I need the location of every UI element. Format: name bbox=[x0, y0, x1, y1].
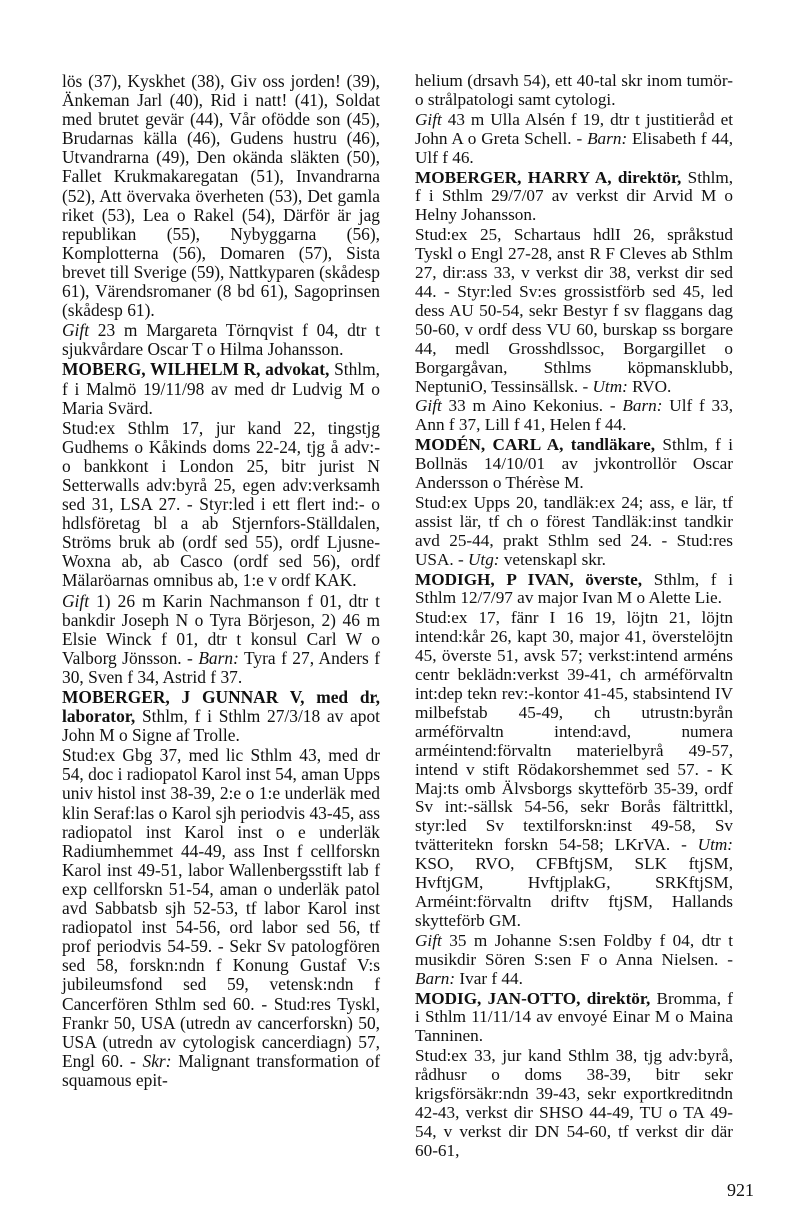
left-column bbox=[62, 72, 380, 1090]
entry-family bbox=[415, 932, 733, 989]
skr-label: Skr: bbox=[142, 1050, 172, 1071]
utm-label: Utm: bbox=[697, 835, 733, 855]
entry-heading: MOBERGER, J GUNNAR V, med dr, laborator, bbox=[62, 687, 380, 727]
barn-label: Barn: bbox=[622, 396, 663, 416]
entry-moden-carl bbox=[415, 436, 733, 493]
gift-text: 1) 26 m Karin Nachmanson f 01, dtr t bankdir Joseph N o Tyra Börjeson, 2) 46 m Elsie Winck f 01, dtr t konsul Carl W o Valborg Jönsson. - bbox=[62, 590, 380, 668]
entry-career bbox=[415, 494, 733, 570]
entry-moberger-gunnar bbox=[62, 688, 380, 745]
entry-moberger-harry bbox=[415, 169, 733, 226]
utm-text: RVO. bbox=[627, 376, 672, 396]
continued-entry bbox=[415, 72, 733, 110]
gift-text: 23 m Margareta Törnqvist f 04, dtr t sjukvårdare Oscar T o Hilma Johansson. bbox=[62, 320, 380, 360]
entry-info: Sthlm, f i Malmö 19/11/98 av med dr Ludvig M o Maria Svärd. bbox=[62, 359, 380, 418]
barn-text: Ulf f 33, Ann f 37, Lill f 41, Helen f 44. bbox=[415, 396, 733, 435]
entry-moberg-wilhelm bbox=[62, 360, 380, 417]
career-text: Stud:ex 17, fänr I 16 19, löjtn 21, löjtn intend:kår 26, kapt 30, major 41, överstelöjtn 45, överste 51, avsk 57; verkst:intend arméns centr beklädn:verkst 39-41, ch arméförvaltn int:dep tekn rev:-kontor 41-45, stabsintend IV milbefstab 45-49, ch utrustn:byrån arméförvaltn intend:avd, numera arméintend:förvaltn materielbyrå 49-57, intend v stift Rödakorshemmet sed 57. - K Maj:ts omb Älvsborgs skytteförb 35-39, ordf Sv int:-sällsk 54-56, sekr Borås fältrittkl, styr:led Sv textilforskn:inst 49-58, Sv tvätteritekn forskn 54-58; LKrVA. - bbox=[415, 608, 733, 855]
gift-label: Gift bbox=[62, 590, 90, 611]
career-text: Stud:ex 25, Schartaus hdlI 26, språkstud Tyskl o Engl 27-28, anst R F Cleves ab Sthlm 27, dir:ass 33, v verkst dir 38, verkst dir sed 44. - Styr:led Sv:es grossistförb sed 45, led dess AU 50-54, sekr Bestyr f sv flaggans dag 50-60, v ordf dess VU 60, burskap ss borgare 44, medl Grosshdlssoc, Borgargillet o Borgargåvan, Sthlms köpmansklubb, NeptuniO, Tessinsällsk. - bbox=[415, 225, 733, 396]
entry-career bbox=[62, 419, 380, 591]
barn-text: Elisabeth f 44, Ulf f 46. bbox=[415, 128, 733, 167]
entry-family bbox=[415, 397, 733, 435]
entry-career bbox=[415, 609, 733, 930]
career-text: Stud:ex Gbg 37, med lic Sthlm 43, med dr 54, doc i radiopatol Karol inst 54, aman Upps univ histol inst 38-39, 2:e o 1:e underläk med klin Seraf:las o Karol sjh periodvis 43-45, ass radiopatol inst Karol inst o e underläk Radiumhemmet 44-49, ass Inst f cellforskn Karol inst 49-51, labor Wallenbergsstift lab f exp cellforskn 51-54, aman o underläk patol avd Sabbatsb sjh 52-53, tf labor Karol inst radiopatol inst 54-56, ord labor sed 56, tf prof periodvis 54-59. - Sekr Sv patologfören sed 58, forskn:ndn f Konung Gustaf V:s jubileumsfond sed 59, vetensk:ndn f Cancerfören Sthlm sed 60. - Stud:res Tyskl, Frankr 50, USA (utredn av cancerforskn) 50, USA (utredn av cytologisk cancerdiagn) 57, Engl 60. - bbox=[62, 745, 380, 1071]
page-number: 921 bbox=[727, 1180, 754, 1200]
entry-info: Sthlm, f i Sthlm 12/7/97 av major Ivan M o Alette Lie. bbox=[415, 569, 733, 608]
entry-modig-jan-otto bbox=[415, 990, 733, 1047]
continued-entry bbox=[62, 72, 380, 320]
entry-career bbox=[62, 746, 380, 1090]
utm-text: KSO, RVO, CFBftjSM, SLK ftjSM, HvftjGM, HvftjplakG, SRKftjSM, Arméint:förvaltn driftv ftjSM, Hallands skytteförb GM. bbox=[415, 854, 733, 930]
barn-label: Barn: bbox=[198, 647, 239, 668]
barn-text: Ivar f 44. bbox=[455, 968, 523, 988]
entry-heading: MOBERG, WILHELM R, advokat, bbox=[62, 359, 330, 380]
career-text: Stud:ex 33, jur kand Sthlm 38, tjg adv:byrå, rådhusr o doms 38-39, bitr sekr krigsförsäkr:ndn 39-43, sekr exportkreditndn 42-43, verkst dir SHSO 44-49, TU o TA 49-54, v verkst dir DN 54-60, tf verkst dir där 60-61, bbox=[415, 1046, 733, 1160]
entry-info: Sthlm, f i Sthlm 27/3/18 av apot John M o Signe af Trolle. bbox=[62, 706, 380, 746]
entry-heading: MODIG, JAN-OTTO, direktör, bbox=[415, 988, 651, 1008]
entry-heading: MODÉN, CARL A, tandläkare, bbox=[415, 435, 656, 455]
gift-label: Gift bbox=[415, 396, 442, 416]
spouse-paragraph bbox=[62, 321, 380, 359]
entry-career bbox=[415, 226, 733, 396]
utg-label: Utg: bbox=[468, 549, 500, 569]
gift-text: 35 m Johanne S:sen Foldby f 04, dtr t musikdir Sören S:sen F o Anna Nielsen. - bbox=[415, 930, 733, 969]
entry-family bbox=[415, 111, 733, 168]
gift-label: Gift bbox=[62, 320, 90, 341]
career-text: Stud:ex Upps 20, tandläk:ex 24; ass, e lär, tf assist lär, tf ch o förest Tandläk:inst tandkir avd 25-44, prakt Sthlm sed 24. - Stud:res USA. - bbox=[415, 492, 733, 569]
utm-label: Utm: bbox=[592, 376, 628, 396]
continued-text: lös (37), Kyskhet (38), Giv oss jorden! (39), Änkeman Jarl (40), Rid i natt! (41), Soldat med brutet gevär (44), Vår ofödde son (45), Brudarnas källa (46), Gudens hustru (46), Utvandrarna (49), Den okända släkten (50), Fallet Krukmakaregatan (51), Invandrarna (52), Att övervaka överheten (53), Det gamla riket (53), Lea o Rakel (54), Därför är jag republikan (55), Nybyggarna (56), Komplotterna (56), Domaren (57), Sista brevet till Sverige (59), Nattkyparen (skådesp 61), Värendsromaner (8 bd 61), Sagoprinsen (skådesp 61). bbox=[62, 71, 380, 321]
entry-info: Sthlm, f i Bollnäs 14/10/01 av jvkontrollör Oscar Andersson o Thérèse M. bbox=[415, 435, 734, 493]
entry-modigh-ivan bbox=[415, 571, 733, 609]
barn-text: Tyra f 27, Anders f 30, Sven f 34, Astrid f 37. bbox=[62, 647, 380, 687]
entry-career bbox=[415, 1047, 733, 1160]
utg-text: vetenskapl skr. bbox=[499, 549, 606, 569]
barn-label: Barn: bbox=[415, 968, 456, 988]
barn-label: Barn: bbox=[587, 128, 628, 148]
career-text: Stud:ex Sthlm 17, jur kand 22, tingstjg Gudhems o Kåkinds doms 22-24, tjg å adv:- o bankkont i London 25, bitr jurist N Setterwalls adv:byrå 25, egen adv:verksamh sed 31, LSA 27. - Styr:led i ett flert ind:- o hdlsföretag bl a ab Stjernfors-Ställdalen, Ströms bruk ab (ordf sed 55), ordf Ljusne-Woxna ab, ab Casco (ordf sed 56), ordf Mälaröarnas omnibus ab, 1:e v ordf KAK. bbox=[62, 417, 380, 591]
gift-text: 33 m Aino Kekonius. - bbox=[441, 396, 616, 416]
gift-text: 43 m Ulla Alsén f 19, dtr t justitieråd et John A o Greta Schell. - bbox=[415, 109, 733, 148]
skr-text: Malignant transformation of squamous epit- bbox=[62, 1050, 380, 1090]
entry-heading: MODIGH, P IVAN, överste, bbox=[415, 569, 643, 589]
continued-text: helium (drsavh 54), ett 40-tal skr inom tumör- o strålpatologi samt cytologi. bbox=[415, 71, 733, 109]
entry-info: Bromma, f i Sthlm 11/11/14 av envoyé Einar M o Maina Tanninen. bbox=[415, 988, 734, 1046]
entry-heading: MOBERGER, HARRY A, direktör, bbox=[415, 167, 682, 187]
gift-label: Gift bbox=[415, 930, 442, 950]
entry-info: Sthlm, f i Sthlm 29/7/07 av verkst dir Arvid M o Helny Johansson. bbox=[415, 167, 734, 225]
gift-label: Gift bbox=[415, 109, 442, 129]
entry-family bbox=[62, 592, 380, 687]
right-column bbox=[415, 72, 733, 1161]
